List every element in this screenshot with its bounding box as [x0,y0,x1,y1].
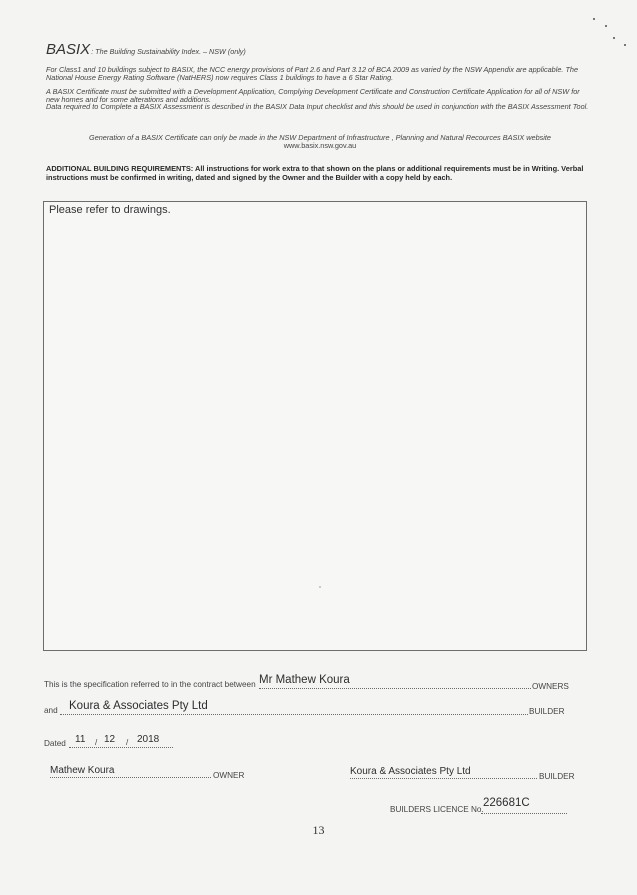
builder-signature-line [350,778,537,779]
contract-intro: This is the specification referred to in the contract between [44,680,256,689]
basix-paragraph-4 [46,134,594,151]
additional-requirements-box [43,201,587,651]
builder-signature: Koura & Associates Pty Ltd [350,766,471,777]
date-month: 12 [104,734,116,745]
scan-speck [613,37,615,39]
scan-speck [624,44,626,46]
date-day: 11 [75,734,86,745]
builder-label: BUILDER [529,707,565,716]
builder-dotted-line [60,714,528,715]
additional-requirements-heading: ADDITIONAL BUILDING REQUIREMENTS: All instructions for work extra to that shown on the plans or additional requirements must be in Writing. Verbal instructions must be confirmed in writing, dated and signed by the Owner and the Builder with a copy held by each. [46,164,584,182]
basix-paragraph-2: A BASIX Certificate must be submitted with a Development Application, Complying Development Certificate and Construction Certificate Application for all of NSW for new homes and for some alterations and additions. [46,87,580,105]
date-year: 2018 [137,734,160,745]
owner-signature-line [50,777,211,778]
owners-label: OWNERS [532,682,569,691]
owner-signature: Mathew Koura [50,765,115,776]
scan-speck [605,25,607,27]
basix-website-note: Generation of a BASIX Certificate can only be made in the NSW Department of Infrastructure , Planning and Natural Recources BASIX website [89,133,551,142]
owner-dotted-line [259,688,531,689]
owner-name: Mr Mathew Koura [259,674,350,686]
builder-signature-label: BUILDER [539,772,575,781]
basix-paragraph-1: For Class1 and 10 buildings subject to BASIX, the NCC energy provisions of Part 2.6 and Part 3.12 of BCA 2009 as varied by the NSW Appendix are applicable. The National House Energy Rating Software (NatHERS) now requires Class 1 buildings to have a 6 Star Rating. [46,65,579,83]
basix-title: BASIX [46,41,91,58]
basix-subtitle: : The Building Sustainability Index. – NSW (only) [91,47,246,56]
licence-number: 226681C [483,797,530,809]
builder-name: Koura & Associates Pty Ltd [69,700,208,712]
basix-website: www.basix.nsw.gov.au [283,141,357,151]
dated-label: Dated [44,739,66,748]
licence-dotted-line [481,813,567,814]
date-dotted-line [69,747,173,748]
additional-requirements-text: Please refer to drawings. [49,204,171,216]
date-separator: / [95,738,98,747]
date-separator: / [126,738,129,747]
licence-label: BUILDERS LICENCE No. [390,805,484,814]
page-number: 13 [312,823,325,837]
owner-signature-label: OWNER [213,771,245,780]
scan-speck [319,586,321,588]
basix-paragraph-3: Data required to Complete a BASIX Assessment is described in the BASIX Data Input checklist and this should be used in conjunction with the BASIX Assessment Tool. [46,102,589,111]
basix-heading [46,41,246,59]
and-label: and [44,706,58,715]
scan-speck [593,18,595,20]
